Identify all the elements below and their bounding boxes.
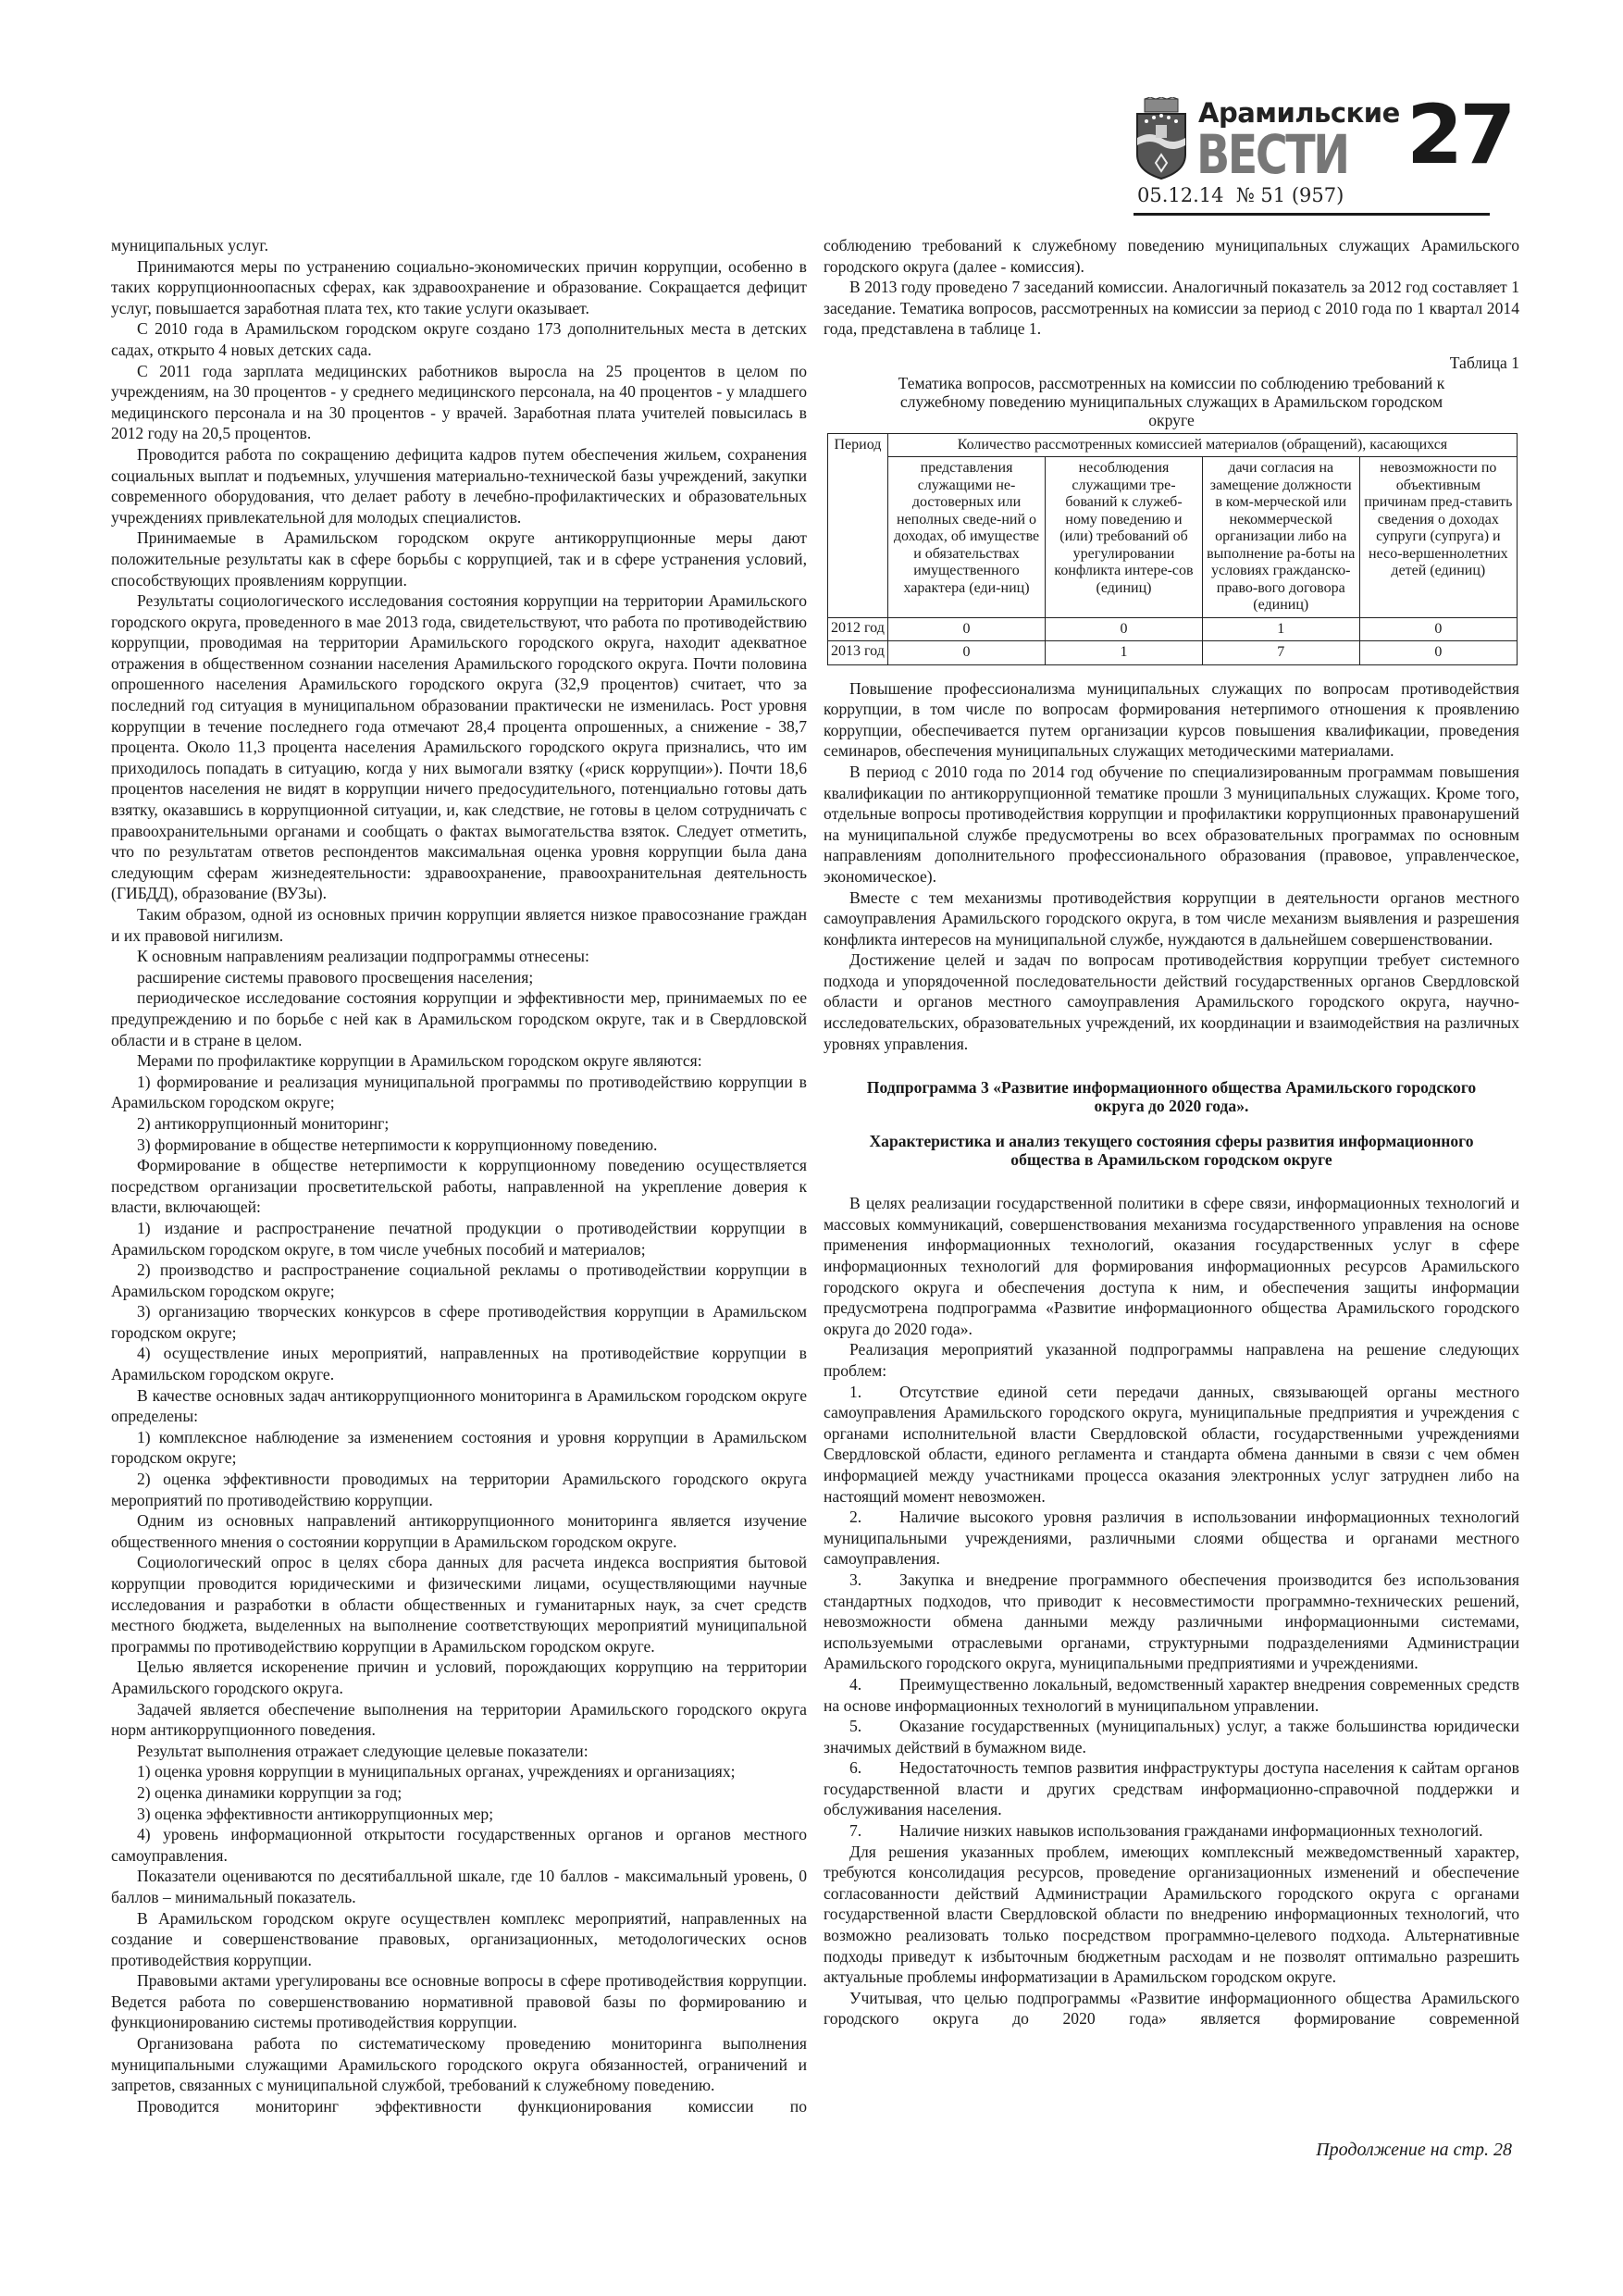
value-cell: 7 xyxy=(1202,641,1359,665)
paragraph: 3) формирование в обществе нетерпимости к коррупционному поведению. xyxy=(137,1135,658,1154)
paragraph: 4) осуществление иных мероприятий, направленных на противодействие коррупции в Арамильском городском округе. xyxy=(111,1344,807,1384)
paragraph: 2) оценка динамики коррупции за год; xyxy=(137,1782,403,1802)
item-text: Отсутствие единой сети передачи данных, связывающей органы местного самоуправления Арамильского городского округа, муниципальные предприятия и учреждения с органами исполнительной власти Свердловской области, государственными учреждениями Свердловской области, единого регламента и стандарта обмена данными в связи с чем обмен информацией между участниками процесса оказания электронных услуг затруднен либо на настоящий момент невозможен. xyxy=(824,1382,1519,1506)
value-cell: 0 xyxy=(1359,617,1517,641)
issue-number: № 51 (957) xyxy=(1235,184,1344,206)
item-text: Закупка и внедрение программного обеспечения производится без использования стандартных подходов, что приводит к несовместимости программно-технических решений, невозможности обмена данными между различными информационными системами, используемыми отраслевыми органами, структурными подразделениями Администрации Арамильского городского округа, муниципальными предприятиями и учреждениями. xyxy=(824,1570,1519,1673)
paragraph: Принимаются меры по устранению социально-экономических причин коррупции, особенно в таких коррупционноопасных сферах, как здравоохранение и образование. Сокращается дефицит услуг, повышается заработная плата тех, кто такие услуги оказывает. xyxy=(111,256,807,317)
paragraph: Принимаемые в Арамильском городском округе антикоррупционные меры дают положительные результаты как в сфере борьбы с коррупцией, так и в сфере устранения условий, способствующих проявлениям коррупции. xyxy=(111,528,807,590)
paragraph: соблюдению требований к служебному поведению муниципальных служащих Арамильского городского округа (далее - комиссия). xyxy=(824,236,1519,276)
paragraph: Проводится мониторинг эффективности функционирования комиссии по xyxy=(137,2096,807,2116)
paragraph: Задачей является обеспечение выполнения на территории Арамильского городского округа норм антикоррупционного поведения. xyxy=(111,1699,807,1740)
paragraph: Социологический опрос в целях сбора данных для расчета индекса восприятия бытовой коррупции проводится юридическими и физическими лицами, осуществляющими научные исследования и разработки в области общественных и гуманитарных наук, за счет средств местного бюджета, выделенных на выполнение соответствующих мероприятий муниципальной программы по противодействию коррупции в Арамильском городском округе. xyxy=(111,1553,807,1656)
commission-table xyxy=(827,433,1518,665)
item-number: 1. xyxy=(849,1382,862,1401)
paragraph: Показатели оцениваются по десятибалльной шкале, где 10 баллов - максимальный уровень, 0 баллов – минимальный показатель. xyxy=(111,1867,807,1906)
paragraph: Формирование в обществе нетерпимости к коррупционному поведению осуществляется посредством организации просветительской работы, направленной на укрепление доверия к власти, включающей: xyxy=(111,1156,807,1217)
item-text: Наличие высокого уровня различия в использовании информационных технологий муниципальными учреждениями, различными слоями общества и органами местного самоуправления. xyxy=(824,1508,1519,1569)
numbered-item xyxy=(824,1570,1519,1674)
column-header: дачи согласия на замещение должности в ком-мерческой или некоммерческой организации либо на выполнение ра-боты на условиях гражданско-право-вого договора (единиц) xyxy=(1202,457,1359,618)
numbered-item xyxy=(824,1757,1519,1820)
paragraph: Для решения указанных проблем, имеющих комплексный межведомственный характер, требуются консолидация ресурсов, проведение организационных изменений и обеспечение согласованности действий Администрации Арамильского городского округа с органами государственной власти Свердловской области по внедрению информационных технологий, что возможно реализовать только посредством программно-целевого подхода. Альтернативные подходы приведут к избыточным бюджетным расходам и не позволят оптимально разрешить актуальные проблемы информатизации в Арамильском городском округе. xyxy=(824,1842,1519,1987)
paragraph: 2) антикоррупционный мониторинг; xyxy=(137,1113,390,1133)
item-number: 2. xyxy=(849,1508,862,1527)
paragraph: 2) производство и распространение социальной рекламы о противодействии коррупции в Арамильском городском округе; xyxy=(111,1260,807,1300)
section-heading: Характеристика и анализ текущего состояния сферы развития информационного общества в Арамильском городском округе xyxy=(869,1132,1474,1170)
paragraph: К основным направлениям реализации подпрограммы отнесены: xyxy=(137,947,589,966)
paragraph: 4) уровень информационной открытости государственных органов и органов местного самоуправления. xyxy=(111,1825,807,1865)
page-number: 27 xyxy=(1406,87,1513,182)
issue-info xyxy=(1137,184,1344,206)
paragraph: В качестве основных задач антикоррупционного мониторинга в Арамильском городском округе определены: xyxy=(111,1385,807,1426)
value-cell: 0 xyxy=(887,641,1045,665)
paragraph: 1) оценка уровня коррупции в муниципальных органах, учреждениях и организациях; xyxy=(137,1762,736,1781)
paragraph: 2) оценка эффективности проводимых на территории Арамильского городского округа мероприятий по противодействию коррупции. xyxy=(111,1470,807,1509)
numbered-item xyxy=(824,1674,1519,1716)
masthead xyxy=(1134,87,1522,212)
column-header: представления служащими не-достоверных или неполных сведе-ний о доходах, об имуществе и обязательствах имущественного характера (еди-ниц) xyxy=(887,457,1045,618)
right-column xyxy=(824,235,1519,2029)
paragraph: 1) издание и распространение печатной продукции о противодействии коррупции в Арамильском городском округе, в том числе учебных пособий и материалов; xyxy=(111,1218,807,1259)
value-cell: 0 xyxy=(1046,617,1203,641)
paragraph: Мерами по профилактике коррупции в Арамильском городском округе являются: xyxy=(137,1051,702,1071)
value-cell: 0 xyxy=(887,617,1045,641)
issue-date: 05.12.14 xyxy=(1137,184,1224,206)
table-header-row xyxy=(828,433,1518,457)
paragraph: расширение системы правового просвещения населения; xyxy=(137,967,534,987)
brand-name-main: ВЕСТИ xyxy=(1196,123,1348,186)
column-header: невозможности по объективным причинам пред-ставить сведения о доходах супруги (супруга) и несо-вершеннолетних детей (единиц) xyxy=(1359,457,1517,618)
paragraph: Реализация мероприятий указанной подпрограммы направлена на решение следующих проблем: xyxy=(824,1340,1519,1380)
left-column xyxy=(111,235,807,2116)
brand-name-top: Арамильские xyxy=(1198,97,1400,129)
paragraph: Организована работа по систематическому проведению мониторинга выполнения муниципальными служащими Арамильского городского округа обязанностей, ограничений и запретов, связанных с муниципальной службой, требований к служебному поведению. xyxy=(111,2034,807,2095)
paragraph: 1) комплексное наблюдение за изменением состояния и уровня коррупции в Арамильском городском округе; xyxy=(111,1427,807,1468)
table-row xyxy=(828,617,1518,641)
paragraph: С 2010 года в Арамильском городском округе создано 173 дополнительных места в детских садах, открыто 4 новых детских сада. xyxy=(111,319,807,359)
value-cell: 1 xyxy=(1202,617,1359,641)
item-number: 7. xyxy=(849,1821,862,1841)
paragraph: Вместе с тем механизмы противодействия коррупции в деятельности органов местного самоуправления Арамильского городского округа, в том числе механизм выявления и разрешения конфликта интересов на муниципальной службе, нуждаются в дальнейшем совершенствовании. xyxy=(824,887,1519,949)
table-caption: Таблица 1 xyxy=(1449,353,1519,372)
item-number: 6. xyxy=(849,1758,862,1778)
paragraph: В целях реализации государственной политики в сфере связи, информационных технологий и массовых коммуникаций, совершенствования механизма государственного управления на основе применения информационных технологий, оказания государственных услуг в сфере информационных технологий для формирования информационных ресурсов Арамильского городского округа и обеспечения доступа к ним, и обеспечения защиты информации предусмотрена подпрограмма «Развитие информационного общества Арамильского городского округа до 2020 года». xyxy=(824,1194,1519,1338)
table-subheader-row xyxy=(828,457,1518,618)
paragraph: В 2013 году проведено 7 заседаний комиссии. Аналогичный показатель за 2012 год составляет 1 заседание. Тематика вопросов, рассмотренных на комиссии за период с 2010 года по 1 квартал 2014 года, представлена в таблице 1. xyxy=(824,278,1519,339)
group-header: Количество рассмотренных комиссией материалов (обращений), касающихся xyxy=(887,433,1517,457)
paragraph: Результаты социологического исследования состояния коррупции на территории Арамильского городского округа, проведенного в мае 2013 года, свидетельствуют, что работа по противодействию коррупции, проводимая на территории Арамильского городского округа, находит адекватное отражения в общественном сознании населения Арамильского городского округа. Почти половина опрошенного населения Арамильского городского округа (32,9 процентов) считает, что за последний год ситуация в муниципальном образовании практически не изменилась. Рост уровня коррупции в течение последнего года отмечают 28,4 процента опрошенных, а снижение - 38,7 процента. Около 11,3 процента населения Арамильского городского округа признались, что им приходилось попадать в ситуацию, когда у них вымогали взятку («риск коррупции»). Почти 18,6 процентов населения не видят в коррупции ничего предосудительного, потенциально готовы дать взятку, оказавшись в коррупционной ситуации, и, как следствие, не готовы в целом сотрудничать с правоохранительными органами и сообщать о фактах вымогательства взяток. Следует отметить, что по результатам ответов респондентов максимальная оценка уровня коррупции была дана следующим сферам жизнедеятельности: здравоохранение, правоохранительная деятельность (ГИБДД), образование (ВУЗы). xyxy=(111,591,807,903)
paragraph: Достижение целей и задач по вопросам противодействия коррупции требует системного подхода и упорядоченной последовательности действий государственных органов Свердловской области и органов местного самоуправления Арамильского городского округа, научно-исследовательских, образовательных учреждений, их координации и взаимодействия на различных уровнях управления. xyxy=(824,950,1519,1053)
item-text: Оказание государственных (муниципальных) услуг, а также большинства юридически значимых действий в бумажном виде. xyxy=(824,1717,1519,1756)
paragraph: В период с 2010 года по 2014 год обучение по специализированным программам повышения квалификации по антикоррупционной тематике прошли 3 муниципальных служащих. Кроме того, отдельные вопросы противодействия коррупции и профилактики коррупционных правонарушений на муниципальной службе предусмотрены во всех образовательных программах по основным направлениям дополнительного профессионального образования (правовое, управленческое, экономическое). xyxy=(824,762,1519,886)
paragraph: периодическое исследование состояния коррупции и эффективности мер, принимаемых по ее предупреждению и по борьбе с ней как в Арамильском городском округе, так и в Свердловской области и в стране в целом. xyxy=(111,988,807,1049)
item-number: 4. xyxy=(849,1674,862,1694)
paragraph: Учитывая, что целью подпрограммы «Развитие информационного общества Арамильского городского округа до 2020 года» является формирование современной xyxy=(824,1988,1519,2029)
subprogram-heading: Подпрограмма 3 «Развитие информационного общества Арамильского городского округа до 2020 года». xyxy=(866,1078,1477,1116)
masthead-rule xyxy=(1134,213,1490,216)
period-cell: 2013 год xyxy=(828,641,888,665)
table-row xyxy=(828,641,1518,665)
paragraph: Одним из основных направлений антикоррупционного мониторинга является изучение общественного мнения о состоянии коррупции в Арамильском городском округе. xyxy=(111,1511,807,1551)
numbered-item xyxy=(824,1716,1519,1757)
coat-of-arms-logo xyxy=(1134,97,1189,180)
column-header: несоблюдения служащими тре-бований к служеб-ному поведению и (или) требований об урегулировании конфликта интере-сов (единиц) xyxy=(1046,457,1203,618)
paragraph: Повышение профессионализма муниципальных служащих по вопросам противодействия коррупции, в том числе по вопросам формирования нетерпимого отношения к проявлению коррупции, обеспечивается путем организации курсов повышения квалификации, проведения семинаров, обеспечения муниципальных служащих методическими материалами. xyxy=(824,678,1519,761)
numbered-item xyxy=(824,1507,1519,1570)
numbered-item xyxy=(824,1820,1519,1842)
paragraph: С 2011 года зарплата медицинских работников выросла на 25 процентов в целом по учреждениям, на 30 процентов - у среднего медицинского персонала, на 40 процентов - у младшего медицинского персонала и на 30 процентов - у врачей. Заработная плата учителей повысилась в 2012 году на 20,5 процентов. xyxy=(111,361,807,443)
paragraph: Таким образом, одной из основных причин коррупции является низкое правосознание граждан и их правовой нигилизм. xyxy=(111,905,807,945)
paragraph: Результат выполнения отражает следующие целевые показатели: xyxy=(137,1741,588,1760)
table-title: Тематика вопросов, рассмотренных на комиссии по соблюдению требований к служебному поведению муниципальных служащих в Арамильском городском округе xyxy=(898,373,1445,429)
paragraph: Правовыми актами урегулированы все основные вопросы в сфере противодействия коррупции. Ведется работа по совершенствованию нормативной правовой базы по формированию и функционированию системы противодействия коррупции. xyxy=(111,1971,807,2032)
paragraph: Проводится работа по сокращению дефицита кадров путем обеспечения жильем, сохранения социальных выплат и подъемных, улучшения материально-технической базы учреждений, закупки современного оборудования, что делает работу в лечебно-профилактических и образовательных учреждениях привлекательной для молодых специалистов. xyxy=(111,444,807,527)
period-header: Период xyxy=(828,433,888,617)
value-cell: 1 xyxy=(1046,641,1203,665)
item-number: 5. xyxy=(849,1717,862,1736)
item-number: 3. xyxy=(849,1570,862,1589)
item-text: Наличие низких навыков использования гражданами информационных технологий. xyxy=(899,1821,1483,1841)
paragraph: 3) организацию творческих конкурсов в сфере противодействия коррупции в Арамильском городском округе; xyxy=(111,1302,807,1342)
paragraph: 1) формирование и реализация муниципальной программы по противодействию коррупции в Арамильском городском округе; xyxy=(111,1072,807,1112)
item-text: Недостаточность темпов развития инфраструктуры доступа населения к сайтам органов государственной власти и других средствам информационно-справочной поддержки и обслуживания населения. xyxy=(824,1758,1519,1819)
item-text: Преимущественно локальный, ведомственный характер внедрения современных средств на основе информационных технологий в муниципальном управлении. xyxy=(824,1674,1519,1715)
paragraph: В Арамильском городском округе осуществлен комплекс мероприятий, направленных на создание и совершенствование правовых, организационных, методологических основ противодействия коррупции. xyxy=(111,1908,807,1969)
paragraph: Целью является искоренение причин и условий, порождающих коррупцию на территории Арамильского городского округа. xyxy=(111,1657,807,1697)
paragraph: муниципальных услуг. xyxy=(111,236,269,254)
value-cell: 0 xyxy=(1359,641,1517,665)
continued-note: Продолжение на стр. 28 xyxy=(1316,2140,1512,2160)
paragraph: 3) оценка эффективности антикоррупционных мер; xyxy=(137,1804,494,1823)
numbered-item xyxy=(824,1382,1519,1508)
period-cell: 2012 год xyxy=(828,617,888,641)
